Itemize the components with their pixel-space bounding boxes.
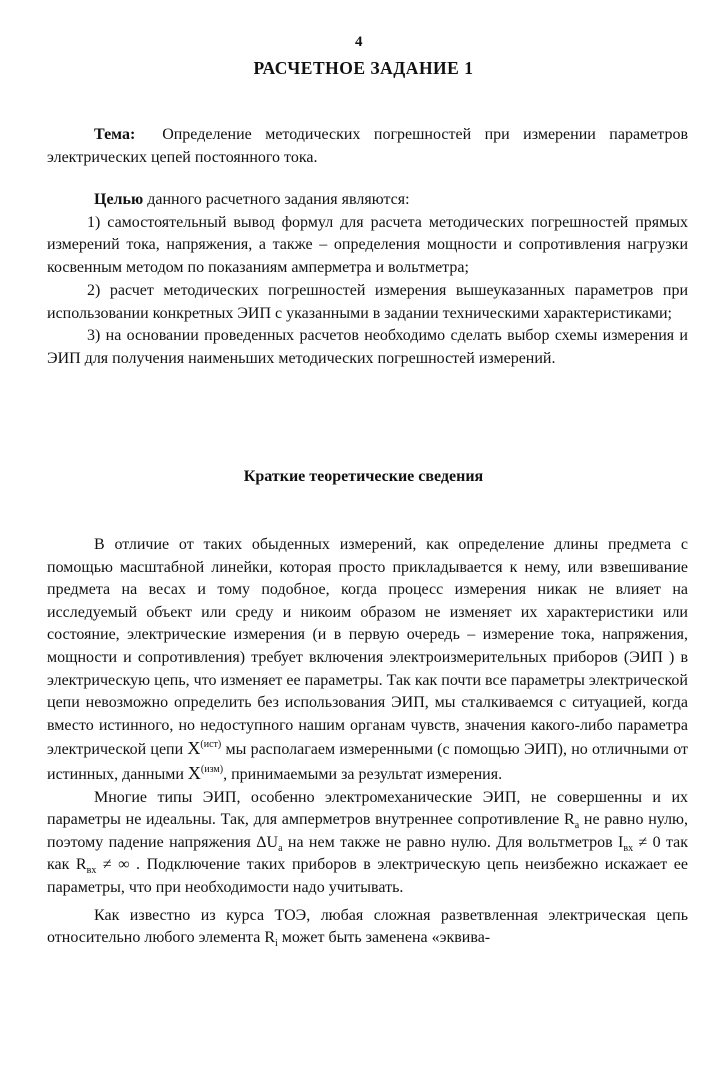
x-true-symbol: $X^{(ист)}$ <box>187 738 222 759</box>
ri-symbol: $R_i$ <box>264 929 278 950</box>
topic-text: Определение методических погрешностей при измерении параметров электрических цепей постоянного тока. <box>47 126 689 166</box>
p3-text-a: Как известно из курса ТОЭ, любая сложная разветвленная электрическая цепь относительно любого элемента <box>47 906 688 947</box>
goal-item-2: 2) расчет методических погрешностей измерения вышеуказанных параметров при использовании конкретных ЭИП с указанными в задании техническими характеристиками; <box>47 281 688 322</box>
p2-text-d: ≠ 0 так как <box>47 833 689 874</box>
p1-text-c: , принимаемыми за результат измерения. <box>223 765 503 783</box>
i-input-symbol: $I_{вх}$ <box>618 833 634 854</box>
paragraph-3 <box>47 905 688 950</box>
x-measured-superscript: (изм) <box>200 763 224 775</box>
x-measured-symbol: $X^{(изм)}$ <box>187 762 224 783</box>
goal-item-1: 1) самостоятельный вывод формул для расчета методических погрешностей прямых измерений тока, напряжения, а также – определения мощности и сопротивления нагрузки косвенным методом по показаниям амперметра и вольтметра; <box>47 213 688 277</box>
r-input-symbol: $R_{вх}$ <box>75 856 97 877</box>
paragraph-1 <box>47 534 688 787</box>
ra-symbol: $R_а$ <box>564 811 580 832</box>
theory-section <box>47 534 688 950</box>
p2-text-b: не равно нулю, поэтому падение напряжения <box>47 811 689 851</box>
goal-item-3: 3) на основании проведенных расчетов необходимо сделать выбор схемы измерения и ЭИП для получения наименьших методических погрешностей измерений. <box>47 327 688 367</box>
topic-paragraph <box>47 124 688 169</box>
topic-section <box>47 124 688 169</box>
p2-text-a: Многие типы ЭИП, особенно электромеханические ЭИП, не совершенны и их параметры не идеальны. Так, для амперметров внутреннее сопротивление <box>47 788 688 829</box>
p2-text-e: ≠ ∞ . Подключение таких приборов в электрическую цепь неизбежно искажает ее параметры, что при необходимости надо учитывать. <box>47 856 688 896</box>
goal-lead-text: данного расчетного задания являются: <box>147 191 410 208</box>
topic-label: Тема: <box>94 126 136 143</box>
section-heading: Краткие теоретические сведения <box>243 468 484 485</box>
goal-lead <box>47 189 688 212</box>
goal-section <box>47 189 688 371</box>
p1-text-b: мы располагаем измеренными (с помощью ЭИП), но отличными от истинных, данными <box>47 741 688 783</box>
x-true-superscript: (ист) <box>200 739 222 751</box>
goal-lead-bold: Целью <box>94 191 144 208</box>
p2-text-c: на нем также не равно нулю. Для вольтметров <box>287 833 613 851</box>
p3-text-b: может быть заменена «эквива- <box>281 929 491 947</box>
paragraph-2 <box>47 787 688 900</box>
page-title: РАСЧЕТНОЕ ЗАДАНИЕ 1 <box>253 58 474 78</box>
delta-u-symbol: $\Delta U_а$ <box>256 833 283 854</box>
p1-text-a: В отличие от таких обыденных измерений, как определение длины предмета с помощью масштабной линейки, которая просто прикладывается к нему, или взвешивание предмета на весах и тому подобное, когда процесс измерения никак не влияет на исследуемый объект или среду и никоим образом не изменяет их характеристики или состояние, электрические измерения (и в первую очередь – измерение тока, напряжения, мощности и сопротивления) требует включения электроизмерительных приборов (ЭИП ) в электрическую цепь, что изменяет ее параметры. Так как почти все параметры электрической цепи невозможно определить без использования ЭИП, мы сталкиваемся с ситуацией, когда вместо истинного, но недоступного нашим органам чувств, значения какого-либо параметра электрической цепи <box>47 536 688 759</box>
page-number: 4 <box>355 34 363 50</box>
